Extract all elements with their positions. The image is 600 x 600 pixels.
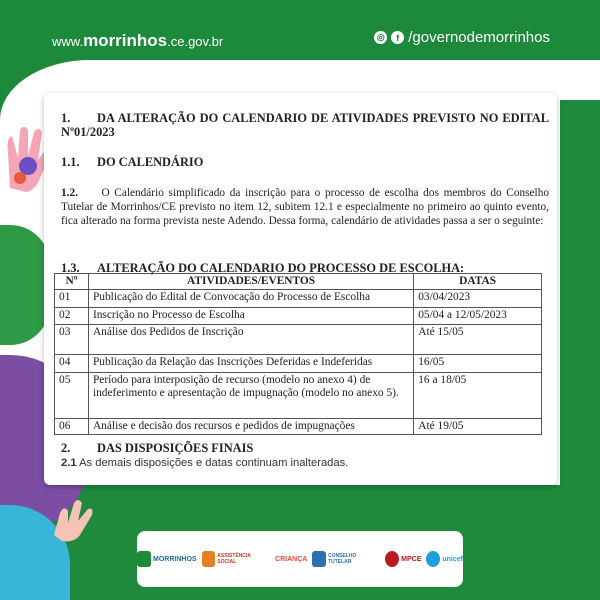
instagram-icon: ◎ <box>374 31 387 44</box>
section-1-2-paragraph: 1.2. O Calendário simplificado da inscrição para o processo de escolha dos membros do Conselho Tutelar de Morrinhos/CE previsto no item 12, subitem 12.1 e especialmente no primeiro ao quinto evento, fica alterado na forma prevista neste Adendo. Dessa forma, calendário de atividades passa a ser o seguinte: <box>61 187 549 227</box>
row-activity: Publicação da Relação das Inscrições Deferidas e Indeferidas <box>88 355 413 373</box>
site-suffix: .ce.gov.br <box>167 34 224 49</box>
morrinhos-logo: MORRINHOS <box>137 551 197 567</box>
table-row <box>55 355 542 373</box>
assistencia-social-logo: ASSISTÊNCIA SOCIAL <box>202 551 270 567</box>
conselho-tutelar-logo: CONSELHO TUTELAR <box>312 551 380 567</box>
table-row <box>55 325 542 355</box>
section-1-3-heading: 1.3. ALTERAÇÃO DO CALENDARIO DO PROCESSO DE ESCOLHA: <box>61 261 465 275</box>
section-2-1-paragraph: 2.1 As demais disposições e datas continuam inalteradas. <box>61 457 349 469</box>
table-row <box>55 308 542 325</box>
row-activity: Inscrição no Processo de Escolha <box>88 308 413 325</box>
site-name: morrinhos <box>83 31 168 50</box>
header-dates: DATAS <box>414 274 542 290</box>
crianca-logo: CRIANÇA <box>275 555 308 563</box>
row-number: 06 <box>55 419 89 435</box>
table-row <box>55 373 542 419</box>
row-number: 02 <box>55 308 89 325</box>
facebook-icon: f <box>391 31 404 44</box>
row-activity: Análise dos Pedidos de Inscrição <box>88 325 413 355</box>
table-row <box>55 419 542 435</box>
header-number: Nº <box>55 274 89 290</box>
row-number: 05 <box>55 373 89 419</box>
row-date: 16 a 18/05 <box>414 373 542 419</box>
row-date: Até 19/05 <box>414 419 542 435</box>
section-1-heading: 1. DA ALTERAÇÃO DO CALENDARIO DE ATIVIDADES PREVISTO NO EDITAL Nº01/2023 <box>61 111 549 139</box>
section-2-heading: 2. DAS DISPOSIÇÕES FINAIS <box>61 441 254 455</box>
partner-logos-bar <box>137 531 463 587</box>
site-prefix: www. <box>52 34 84 49</box>
pink-hand-icon <box>50 495 96 545</box>
row-date: 03/04/2023 <box>414 290 542 308</box>
social-handle-text: /governodemorrinhos <box>408 29 550 46</box>
social-handle[interactable] <box>374 29 550 46</box>
website-url[interactable] <box>52 31 223 51</box>
table-row <box>55 290 542 308</box>
header-activities: ATIVIDADES/EVENTOS <box>88 274 413 290</box>
document-body <box>61 111 549 275</box>
unicef-logo: unicef <box>426 551 463 567</box>
section-1-1-heading: 1.1. DO CALENDÁRIO <box>61 155 204 169</box>
row-activity: Publicação do Edital de Convocação do Processo de Escolha <box>88 290 413 308</box>
row-number: 01 <box>55 290 89 308</box>
green-shape-decoration <box>0 225 50 345</box>
row-number: 03 <box>55 325 89 355</box>
row-activity: Período para interposição de recurso (modelo no anexo 4) de indeferimento e apresentação de impugnação (modelo no anexo 5). <box>88 373 413 419</box>
table-header-row <box>55 274 542 290</box>
row-date: 16/05 <box>414 355 542 373</box>
row-date: 05/04 a 12/05/2023 <box>414 308 542 325</box>
row-number: 04 <box>55 355 89 373</box>
row-activity: Análise e decisão dos recursos e pedidos de impugnações <box>88 419 413 435</box>
calendar-table <box>54 273 542 435</box>
row-date: Até 15/05 <box>414 325 542 355</box>
mpce-logo: MPCE <box>385 551 421 567</box>
